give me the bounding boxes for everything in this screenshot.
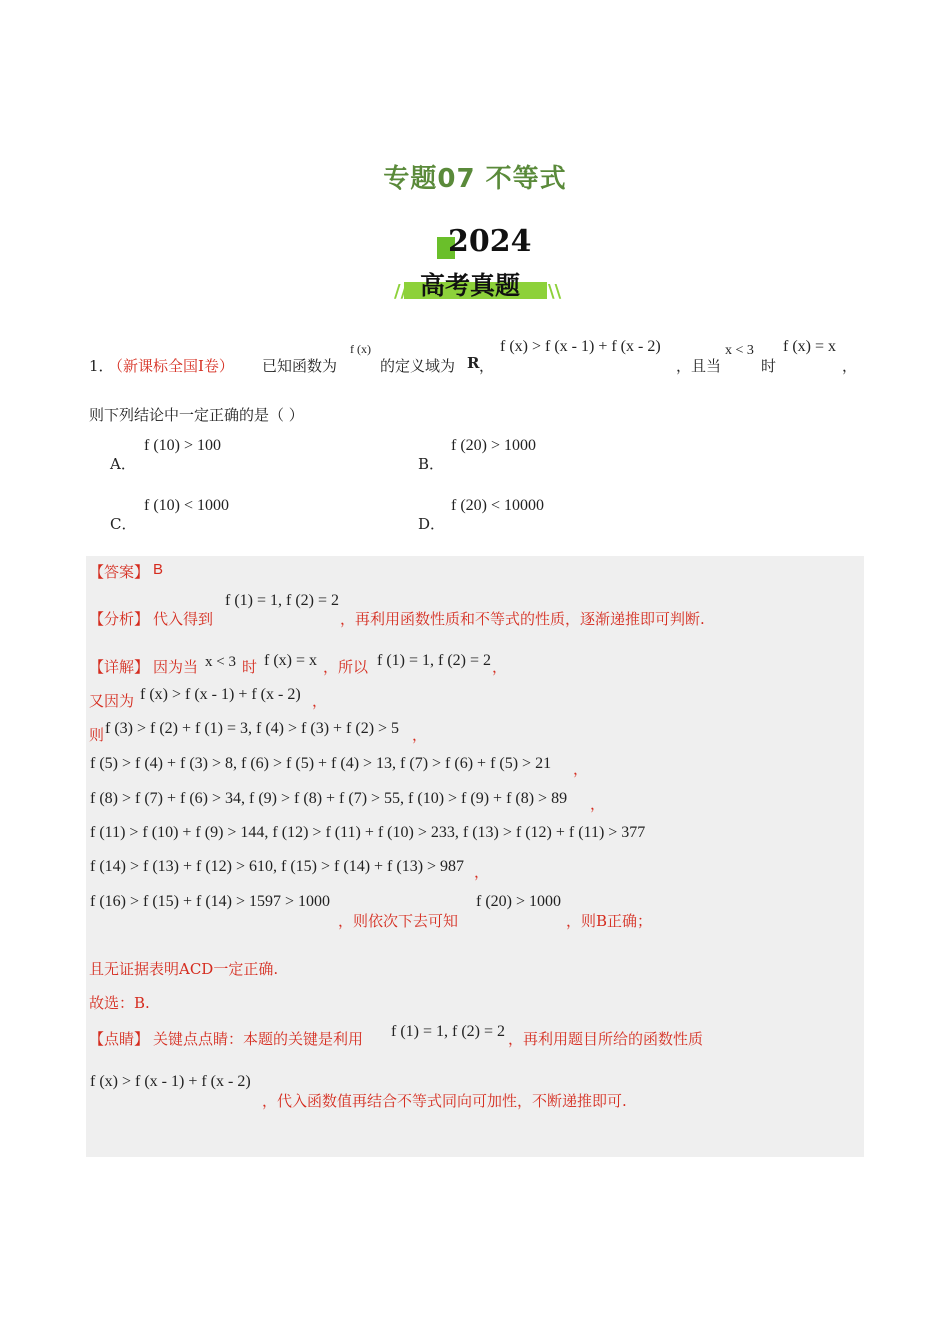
then-math: f (3) > f (2) + f (1) = 3, f (4) > f (3) + f (2) > 5 bbox=[105, 720, 400, 737]
option-c-expr: f (10) < 1000 bbox=[144, 497, 230, 514]
answer-value: B bbox=[153, 561, 164, 578]
choose-line: 故选：B. bbox=[89, 994, 150, 1012]
question-fx: f (x) bbox=[350, 342, 371, 356]
detail-text-a: 因为当 bbox=[153, 658, 199, 676]
answer-panel bbox=[86, 556, 864, 1157]
question-domain: R bbox=[467, 354, 480, 372]
year-label: 2024 bbox=[448, 224, 532, 259]
detail-text-b: 时 bbox=[242, 658, 258, 676]
banner-title: 高考真题 bbox=[420, 271, 521, 300]
row5-text-b: ，则B正确； bbox=[566, 912, 653, 930]
banner-slash-left: // bbox=[394, 281, 408, 302]
analysis-text-b: ，再利用函数性质和不等式的性质，逐渐递推即可判断. bbox=[340, 610, 705, 628]
recursion-row-1-end: ， bbox=[573, 760, 589, 778]
question-text-a: 已知函数为 bbox=[262, 357, 338, 375]
banner-slash-right: \\ bbox=[548, 281, 562, 302]
option-b-expr: f (20) > 1000 bbox=[451, 437, 537, 454]
detail-tag: 【详解】 bbox=[89, 658, 150, 676]
recursion-row-4: f (14) > f (13) + f (12) > 610, f (15) > f (14) + f (13) > 987 bbox=[90, 858, 465, 875]
analysis-math: f (1) = 1, f (2) = 2 bbox=[225, 592, 340, 609]
option-d-expr: f (20) < 10000 bbox=[451, 497, 545, 514]
again-text-b: ， bbox=[312, 692, 328, 710]
recursion-row-5: f (16) > f (15) + f (14) > 1597 > 1000 bbox=[90, 893, 331, 910]
recursion-row-2: f (8) > f (7) + f (6) > 34, f (9) > f (8) + f (7) > 55, f (10) > f (9) + f (8) > 89 bbox=[90, 790, 568, 807]
question-prompt: 则下列结论中一定正确的是（ ） bbox=[89, 406, 304, 424]
page-title: 专题07 不等式 bbox=[383, 164, 567, 194]
no-evidence-line: 且无证据表明ACD一定正确. bbox=[89, 960, 279, 978]
question-condition-2: x < 3 bbox=[725, 343, 754, 358]
recursion-row-3: f (11) > f (10) + f (9) > 144, f (12) > f (11) + f (10) > 233, f (13) > f (12) + f (11) > 377 bbox=[90, 824, 646, 841]
detail-text-c: ，所以 bbox=[323, 658, 369, 676]
question-condition-1: f (x) > f (x - 1) + f (x - 2) bbox=[500, 338, 661, 355]
option-a-expr: f (10) > 100 bbox=[144, 437, 222, 454]
option-d-label: D． bbox=[418, 515, 446, 533]
again-math: f (x) > f (x - 1) + f (x - 2) bbox=[140, 686, 301, 703]
then-text-b: ， bbox=[412, 726, 428, 744]
question-source: （新课标全国Ⅰ卷） bbox=[108, 357, 234, 375]
option-a-label: A． bbox=[110, 455, 136, 473]
then-text-a: 则 bbox=[89, 726, 105, 744]
question-text-b: 的定义域为 bbox=[380, 357, 456, 375]
comment-text-a: 关键点点睛：本题的关键是利用 bbox=[153, 1030, 364, 1048]
recursion-row-4-end: ， bbox=[474, 863, 490, 881]
comment-text-c: ，代入函数值再结合不等式同向可加性，不断递推即可. bbox=[262, 1092, 627, 1110]
answer-tag: 【答案】 bbox=[89, 563, 150, 581]
again-text-a: 又因为 bbox=[89, 692, 135, 710]
comment-tag: 【点睛】 bbox=[89, 1030, 150, 1048]
row5-text-a: ，则依次下去可知 bbox=[338, 912, 459, 930]
question-text-c: ，且当 bbox=[676, 357, 722, 375]
option-b-label: B． bbox=[418, 455, 445, 473]
question-text-d: 时 bbox=[761, 357, 777, 375]
option-c-label: C． bbox=[110, 515, 137, 533]
recursion-row-1: f (5) > f (4) + f (3) > 8, f (6) > f (5) + f (4) > 13, f (7) > f (6) + f (5) > 21 bbox=[90, 755, 552, 772]
recursion-row-2-end: ， bbox=[590, 795, 606, 813]
question-condition-3: f (x) = x bbox=[783, 338, 837, 355]
question-text-e: ， bbox=[842, 357, 858, 375]
detail-math-2: f (x) = x bbox=[264, 652, 318, 669]
detail-math-3: f (1) = 1, f (2) = 2 bbox=[377, 652, 492, 669]
detail-text-d: ， bbox=[492, 658, 508, 676]
analysis-tag: 【分析】 bbox=[89, 610, 150, 628]
detail-math-1: x < 3 bbox=[205, 654, 236, 670]
comment-math: f (1) = 1, f (2) = 2 bbox=[391, 1023, 506, 1040]
row5-math: f (20) > 1000 bbox=[476, 893, 562, 910]
question-comma: ， bbox=[479, 357, 495, 375]
comment-text-b: ，再利用题目所给的函数性质 bbox=[508, 1030, 704, 1048]
question-number: 1． bbox=[89, 357, 114, 375]
comment-math-2: f (x) > f (x - 1) + f (x - 2) bbox=[90, 1073, 251, 1090]
analysis-text-a: 代入得到 bbox=[153, 610, 214, 628]
